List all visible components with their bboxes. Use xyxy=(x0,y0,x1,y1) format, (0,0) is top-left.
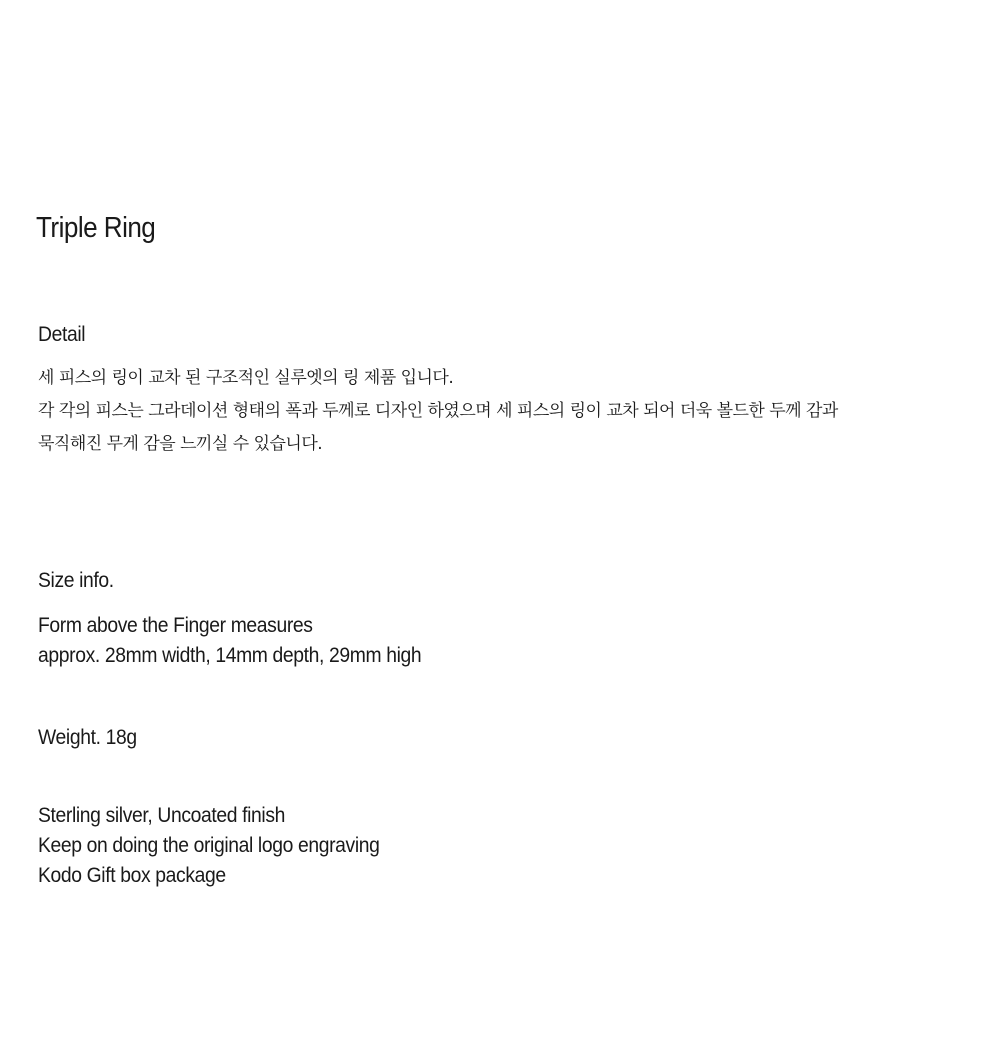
material-section xyxy=(38,801,409,891)
product-title: Triple Ring xyxy=(36,212,156,244)
weight-text: Weight. 18g xyxy=(38,726,137,749)
size-line: Form above the Finger measures xyxy=(38,614,313,637)
size-section xyxy=(38,566,455,671)
material-line: Keep on doing the original logo engraving xyxy=(38,834,380,857)
detail-heading: Detail xyxy=(38,323,86,346)
detail-line: 각 각의 피스는 그라데이션 형태의 폭과 두께로 디자인 하였으며 세 피스의 링이 교차 되어 더욱 볼드한 두께 감과 xyxy=(38,401,838,421)
detail-description xyxy=(38,362,838,461)
detail-line: 세 피스의 링이 교차 된 구조적인 실루엣의 링 제품 입니다. xyxy=(38,368,454,388)
size-line: approx. 28mm width, 14mm depth, 29mm high xyxy=(38,644,422,667)
detail-section xyxy=(38,320,838,461)
weight-section xyxy=(38,723,145,753)
material-line: Sterling silver, Uncoated finish xyxy=(38,804,286,827)
material-line: Kodo Gift box package xyxy=(38,864,226,887)
detail-line: 묵직해진 무게 감을 느끼실 수 있습니다. xyxy=(38,434,323,454)
size-description xyxy=(38,611,455,671)
size-heading: Size info. xyxy=(38,569,114,592)
